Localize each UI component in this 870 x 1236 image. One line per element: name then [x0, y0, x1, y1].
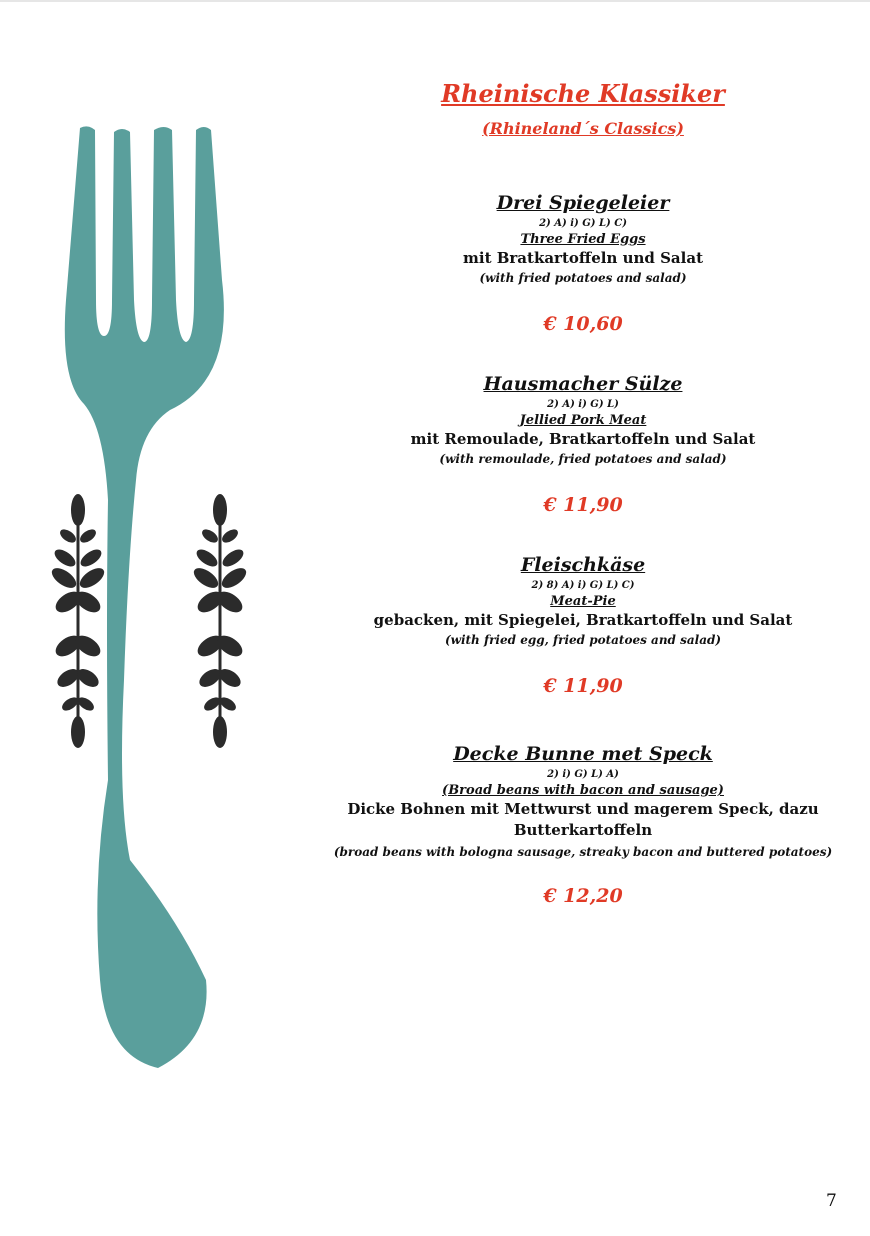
menu-item: [300, 741, 866, 909]
dish-english-name: (Broad beans with bacon and sausage): [442, 783, 724, 798]
dish-description-english: (broad beans with bologna sausage, streaky bacon and buttered potatoes): [333, 845, 833, 859]
dish-allergens: 2) A) i) G) L) C): [539, 218, 627, 229]
dish-description: gebacken, mit Spiegelei, Bratkartoffeln und Salat: [373, 611, 793, 629]
dish-name: Decke Bunne met Speck: [453, 743, 713, 765]
fork-illustration: [0, 0, 300, 1100]
dish-price: € 12,20: [543, 885, 623, 907]
menu-item: [300, 552, 866, 699]
dish-name: Fleischkäse: [520, 554, 646, 576]
menu-item: [300, 371, 866, 518]
dish-description: mit Remoulade, Bratkartoffeln und Salat: [410, 430, 756, 448]
dish-description-english: (with remoulade, fried potatoes and salad): [439, 452, 727, 466]
dish-allergens: 2) A) i) G) L): [547, 399, 619, 410]
dish-name: Drei Spiegeleier: [496, 192, 670, 214]
dish-description: Dicke Bohnen mit Mettwurst und magerem Speck, dazu: [347, 800, 819, 818]
page-number: 7: [826, 1191, 837, 1211]
wheat-sprig-icon: [49, 494, 108, 748]
dish-price: € 11,90: [543, 675, 623, 697]
menu-section: [300, 76, 866, 909]
dish-description: mit Bratkartoffeln und Salat: [463, 249, 703, 267]
section-title: Rheinische Klassiker: [441, 79, 725, 108]
dish-allergens: 2) 8) A) i) G) L) C): [531, 580, 635, 591]
dish-english-name: Three Fried Eggs: [520, 232, 646, 247]
dish-english-name: Jellied Pork Meat: [519, 413, 647, 428]
dish-price: € 11,90: [543, 494, 623, 516]
dish-allergens: 2) i) G) L) A): [547, 769, 619, 780]
dish-name: Hausmacher Sülze: [483, 373, 683, 395]
dish-description-line2: Butterkartoffeln: [513, 821, 653, 839]
menu-item: [300, 190, 866, 337]
dish-price: € 10,60: [543, 313, 623, 335]
dish-description-english: (with fried egg, fried potatoes and salad): [444, 633, 722, 647]
wheat-sprig-icon: [191, 494, 250, 748]
dish-description-english: (with fried potatoes and salad): [479, 271, 687, 285]
section-subtitle: (Rhineland´s Classics): [482, 119, 684, 138]
dish-english-name: Meat-Pie: [550, 594, 616, 609]
